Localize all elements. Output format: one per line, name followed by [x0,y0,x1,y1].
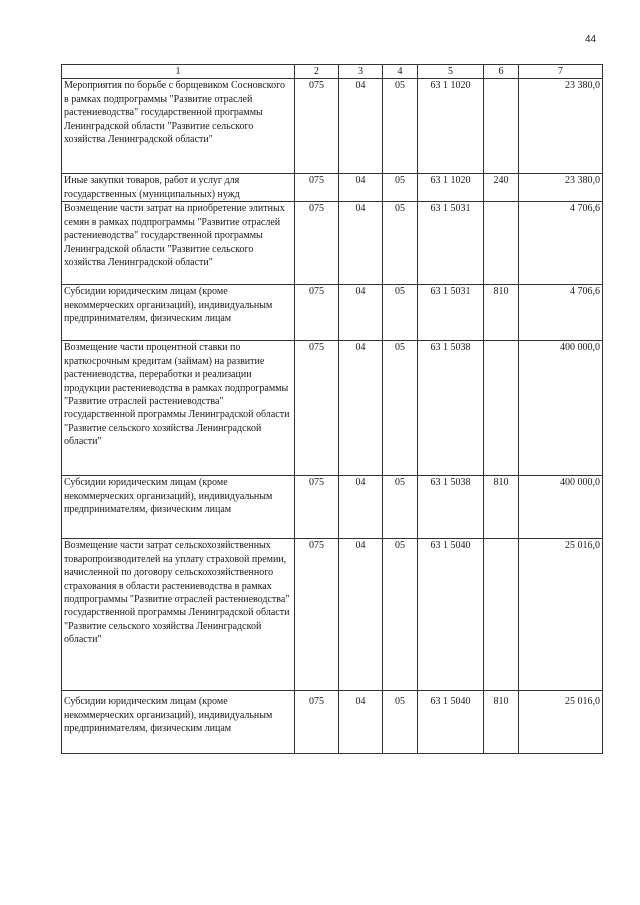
row-amount: 400 000,0 [519,341,603,476]
column-header: 6 [484,65,519,79]
row-name: Мероприятия по борьбе с борщевиком Сосновского в рамках подпрограммы "Развитие отраслей растениеводства" государственной программы Ленинградской области "Развитие сельского хозяйства Ленинградской области" [62,79,295,174]
row-section: 04 [339,202,383,285]
row-name: Субсидии юридическим лицам (кроме некоммерческих организаций), индивидуальным предпринимателям, физическим лицам [62,691,295,754]
row-expense-type: 810 [484,476,519,539]
row-name: Субсидии юридическим лицам (кроме некоммерческих организаций), индивидуальным предпринимателям, физическим лицам [62,285,295,341]
table-row [62,202,603,285]
row-expense-type [484,79,519,174]
row-admin-code: 075 [295,285,339,341]
row-subsection: 05 [383,476,418,539]
row-expense-type: 810 [484,691,519,754]
row-admin-code: 075 [295,174,339,202]
row-admin-code: 075 [295,341,339,476]
table-row [62,539,603,691]
row-section: 04 [339,539,383,691]
row-admin-code: 075 [295,476,339,539]
table-row [62,79,603,174]
row-expense-type [484,539,519,691]
row-name: Возмещение части процентной ставки по краткосрочным кредитам (займам) на развитие растениеводства, переработки и реализации продукции растениеводства в рамках подпрограммы "Развитие отраслей растениеводства" государственной программы Ленинградской области "Развитие сельского хозяйства Ленинградской области" [62,341,295,476]
table-row [62,691,603,754]
row-amount: 4 706,6 [519,285,603,341]
row-subsection: 05 [383,341,418,476]
budget-table [61,64,603,754]
row-target-article: 63 1 5031 [418,285,484,341]
row-name: Возмещение части затрат на приобретение элитных семян в рамках подпрограммы "Развитие отраслей растениеводства" государственной программы Ленинградской области "Развитие сельского хозяйства Ленинградской области" [62,202,295,285]
row-admin-code: 075 [295,691,339,754]
row-amount: 25 016,0 [519,539,603,691]
row-subsection: 05 [383,202,418,285]
column-header: 2 [295,65,339,79]
row-target-article: 63 1 5040 [418,691,484,754]
column-header: 7 [519,65,603,79]
row-section: 04 [339,341,383,476]
row-amount: 23 380,0 [519,174,603,202]
row-admin-code: 075 [295,539,339,691]
page-number: 44 [585,34,597,45]
row-target-article: 63 1 1020 [418,174,484,202]
table-row [62,476,603,539]
row-amount: 400 000,0 [519,476,603,539]
table-row [62,341,603,476]
row-name: Возмещение части затрат сельскохозяйственных товаропроизводителей на уплату страховой премии, начисленной по договору сельскохозяйственного страхования в области растениеводства в рамках подпрограммы "Развитие отраслей растениеводства" государственной программы Ленинградской области "Развитие сельского хозяйства Ленинградской области" [62,539,295,691]
row-expense-type: 240 [484,174,519,202]
row-subsection: 05 [383,79,418,174]
row-amount: 23 380,0 [519,79,603,174]
row-name: Субсидии юридическим лицам (кроме некоммерческих организаций), индивидуальным предпринимателям, физическим лицам [62,476,295,539]
row-name: Иные закупки товаров, работ и услуг для государственных (муниципальных) нужд [62,174,295,202]
row-section: 04 [339,285,383,341]
row-amount: 25 016,0 [519,691,603,754]
row-section: 04 [339,174,383,202]
row-expense-type: 810 [484,285,519,341]
row-admin-code: 075 [295,202,339,285]
table-row [62,285,603,341]
row-target-article: 63 1 5038 [418,341,484,476]
row-target-article: 63 1 1020 [418,79,484,174]
row-admin-code: 075 [295,79,339,174]
column-header: 4 [383,65,418,79]
table-header-row [62,65,603,79]
row-expense-type [484,202,519,285]
table-row [62,174,603,202]
row-section: 04 [339,691,383,754]
row-target-article: 63 1 5038 [418,476,484,539]
row-target-article: 63 1 5031 [418,202,484,285]
row-section: 04 [339,476,383,539]
row-subsection: 05 [383,174,418,202]
row-amount: 4 706,6 [519,202,603,285]
row-subsection: 05 [383,539,418,691]
row-subsection: 05 [383,285,418,341]
row-expense-type [484,341,519,476]
column-header: 3 [339,65,383,79]
row-subsection: 05 [383,691,418,754]
column-header: 5 [418,65,484,79]
column-header: 1 [62,65,295,79]
row-section: 04 [339,79,383,174]
row-target-article: 63 1 5040 [418,539,484,691]
